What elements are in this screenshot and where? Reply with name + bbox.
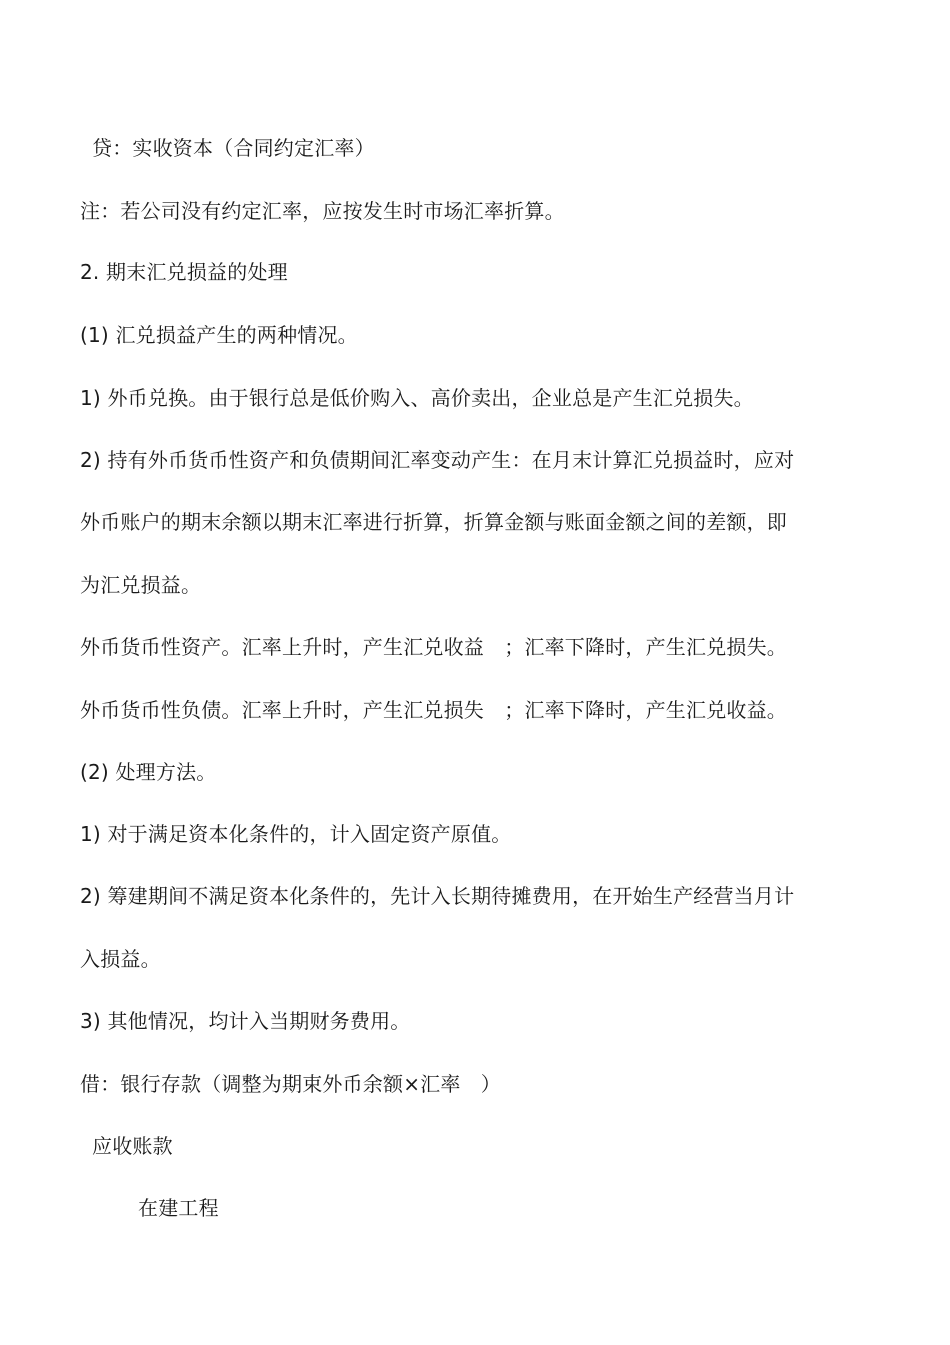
text-line: 入损益。 [80, 947, 161, 971]
section-heading: 2. 期末汇兑损益的处理 [80, 260, 288, 284]
text-line: 注：若公司没有约定汇率，应按发生时市场汇率折算。 [80, 199, 565, 223]
subsection-heading: (2) 处理方法。 [80, 760, 217, 784]
text-line: 外币账户的期末余额以期末汇率进行折算，折算金额与账面金额之间的差额，即 [80, 510, 787, 534]
text-line: 为汇兑损益。 [80, 573, 202, 597]
subsection-heading: (1) 汇兑损益产生的两种情况。 [80, 323, 358, 347]
text-line: 外币货币性负债。汇率上升时，产生汇兑损失 ；汇率下降时，产生汇兑收益。 [80, 698, 787, 722]
text-line: 贷：实收资本（合同约定汇率） [92, 136, 375, 160]
text-line: 在建工程 [138, 1196, 219, 1220]
text-line: 2) 筹建期间不满足资本化条件的，先计入长期待摊费用，在开始生产经营当月计 [80, 884, 795, 908]
text-line: 1) 对于满足资本化条件的，计入固定资产原值。 [80, 822, 512, 846]
text-line: 借：银行存款（调整为期束外币余额×汇率 ） [80, 1072, 501, 1096]
text-line: 1) 外币兑换。由于银行总是低价购入、高价卖出，企业总是产生汇兑损失。 [80, 386, 754, 410]
text-line: 2) 持有外币货币性资产和负债期间汇率变动产生：在月末计算汇兑损益时，应对 [80, 448, 795, 472]
text-line: 3) 其他情况，均计入当期财务费用。 [80, 1009, 411, 1033]
text-line: 外币货币性资产。汇率上升时，产生汇兑收益 ；汇率下降时，产生汇兑损失。 [80, 635, 787, 659]
text-line: 应收账款 [92, 1134, 173, 1158]
